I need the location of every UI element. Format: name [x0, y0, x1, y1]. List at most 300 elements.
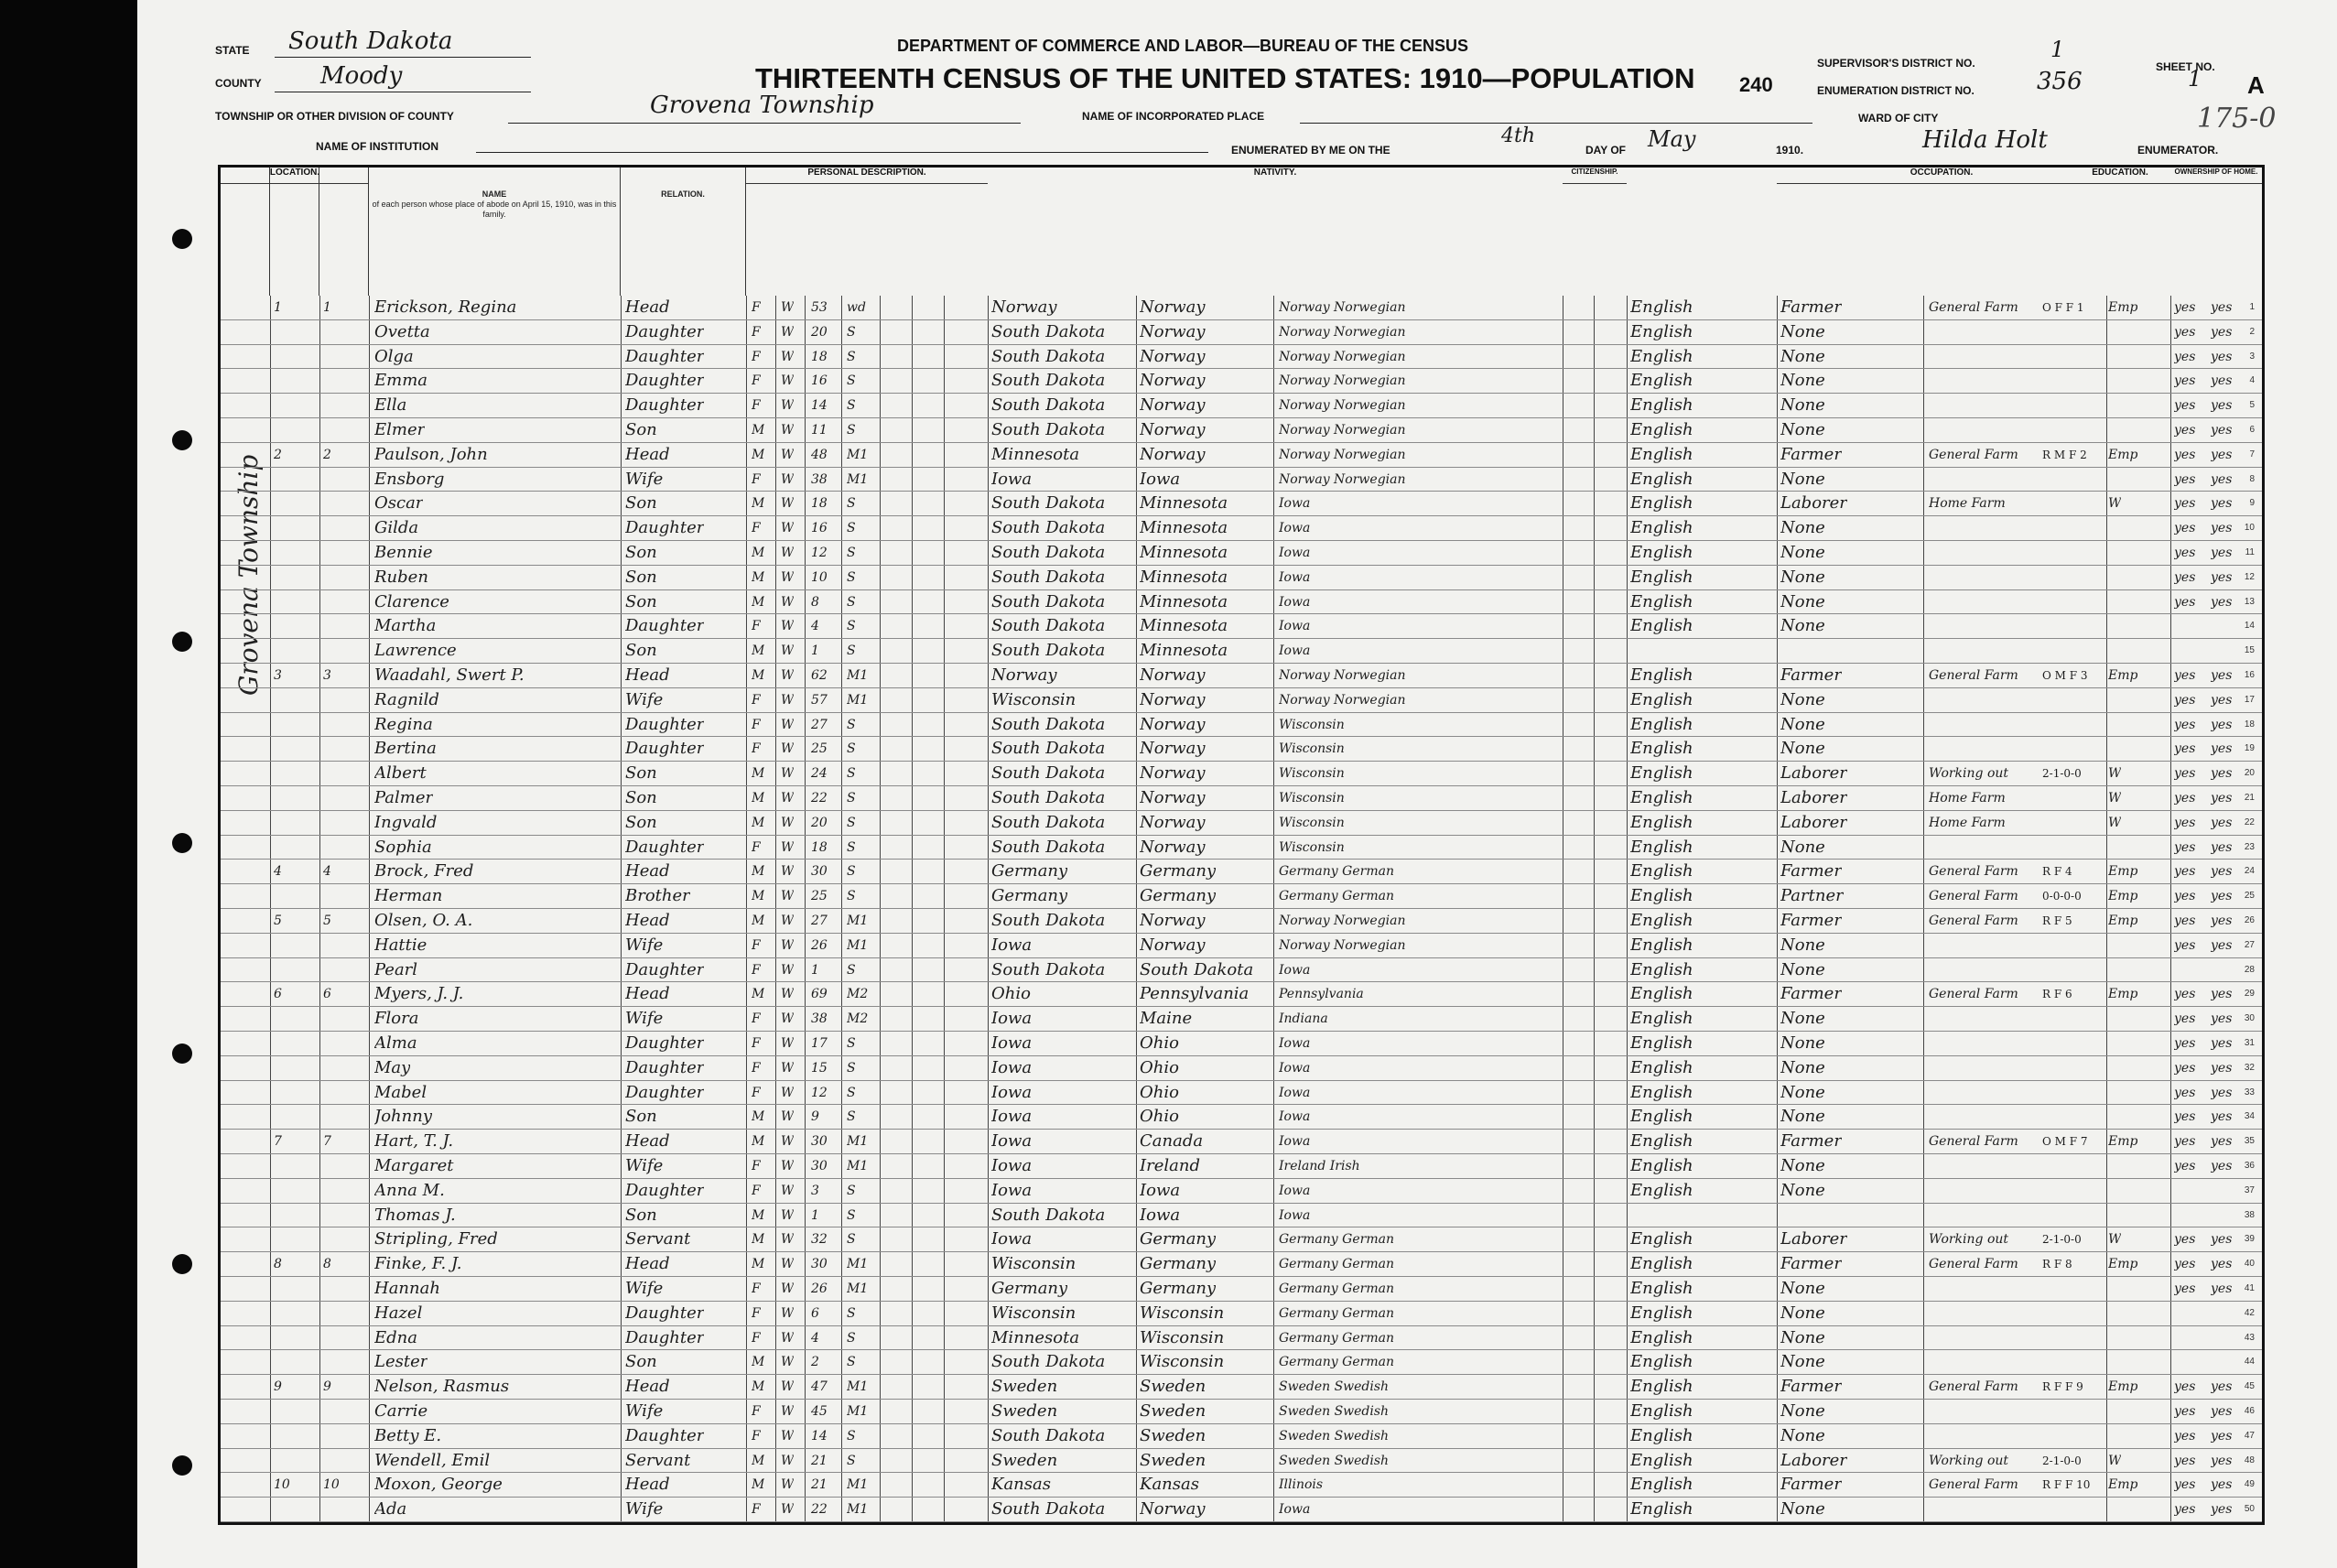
birthplace: South Dakota: [991, 321, 1106, 341]
age: 8: [811, 594, 819, 610]
father-birthplace: Iowa: [1140, 1180, 1181, 1200]
enumerated-day: 4th: [1501, 124, 1536, 147]
race: W: [781, 1379, 795, 1395]
line-number: 38: [2244, 1209, 2255, 1220]
table-row: [221, 1081, 2262, 1106]
person-name: Carrie: [374, 1401, 428, 1421]
write-status: yes: [2211, 1085, 2233, 1100]
mother-birthplace: Wisconsin: [1279, 741, 1345, 757]
dwelling-number: 9: [274, 1379, 282, 1395]
race: W: [781, 1011, 795, 1027]
birthplace: Ohio: [991, 984, 1031, 1004]
age: 18: [811, 839, 828, 855]
person-name: Albert: [374, 763, 427, 784]
read-status: yes: [2174, 1453, 2196, 1468]
person-name: Paulson, John: [374, 444, 488, 464]
read-status: yes: [2174, 692, 2196, 708]
person-name: Ada: [374, 1499, 407, 1519]
read-status: yes: [2174, 889, 2196, 904]
race: W: [781, 1502, 795, 1518]
line-number: 40: [2244, 1259, 2255, 1270]
marital-status: M1: [847, 692, 869, 708]
table-row: [221, 1375, 2262, 1400]
sex: M: [752, 1379, 765, 1395]
person-name: Myers, J. J.: [374, 984, 464, 1004]
punch-hole: [172, 632, 192, 652]
table-row: [221, 1154, 2262, 1179]
marital-status: S: [847, 594, 856, 610]
table-row: [221, 1326, 2262, 1351]
marital-status: S: [847, 1036, 856, 1051]
write-status: yes: [2211, 1404, 2233, 1419]
line-number: 3: [2249, 351, 2255, 362]
father-birthplace: Ohio: [1140, 1082, 1179, 1102]
race: W: [781, 594, 795, 610]
relation: Servant: [625, 1450, 691, 1470]
race: W: [781, 864, 795, 880]
birthplace: South Dakota: [991, 518, 1106, 538]
birthplace: South Dakota: [991, 567, 1106, 587]
write-status: yes: [2211, 1453, 2233, 1468]
birthplace: Iowa: [991, 1156, 1033, 1175]
language: English: [1630, 812, 1693, 832]
industry: General Farm: [1929, 987, 2018, 1002]
employer-status: Emp: [2108, 889, 2138, 904]
age: 10: [811, 569, 828, 585]
age: 14: [811, 1428, 828, 1444]
write-status: yes: [2211, 717, 2233, 732]
supervisor-value: 1: [2050, 37, 2065, 62]
ownership: O M F 3: [2042, 669, 2088, 682]
read-status: yes: [2174, 1477, 2196, 1493]
line-number: 21: [2244, 793, 2255, 803]
write-status: yes: [2211, 889, 2233, 904]
sex: F: [752, 324, 761, 340]
age: 24: [811, 766, 828, 782]
table-row: [221, 541, 2262, 566]
trade: None: [1780, 689, 1825, 709]
marital-status: M1: [847, 1379, 869, 1395]
father-birthplace: Norway: [1140, 911, 1206, 930]
father-birthplace: Norway: [1140, 665, 1206, 685]
language: English: [1630, 886, 1693, 906]
table-row: [221, 884, 2262, 909]
language: English: [1630, 1082, 1693, 1102]
read-status: yes: [2174, 1428, 2196, 1444]
employer-status: Emp: [2108, 1477, 2138, 1493]
sex: M: [752, 1207, 765, 1223]
line-number: 48: [2244, 1454, 2255, 1465]
person-name: Alma: [374, 1033, 417, 1053]
race: W: [781, 1109, 795, 1125]
industry: Home Farm: [1929, 815, 2006, 830]
language: English: [1630, 1254, 1693, 1274]
person-name: Oscar: [374, 493, 424, 514]
family-number: 3: [323, 668, 331, 683]
trade: None: [1780, 1180, 1825, 1200]
relation: Daughter: [625, 837, 705, 857]
age: 20: [811, 324, 828, 340]
relation: Daughter: [625, 371, 705, 391]
employer-status: W: [2108, 791, 2122, 806]
nativity-group: NATIVITY.: [1253, 168, 1297, 178]
punch-hole: [172, 229, 192, 249]
mother-birthplace: Norway Norwegian: [1279, 300, 1406, 315]
language: English: [1630, 591, 1693, 611]
race: W: [781, 889, 795, 904]
industry: General Farm: [1929, 300, 2018, 315]
race: W: [781, 447, 795, 462]
marital-status: S: [847, 569, 856, 585]
sex: F: [752, 398, 761, 414]
table-row: [221, 934, 2262, 958]
trade: None: [1780, 1156, 1825, 1175]
table-row: [221, 1277, 2262, 1302]
person-name: Ingvald: [374, 812, 438, 832]
marital-status: S: [847, 1305, 856, 1321]
father-birthplace: Minnesota: [1140, 616, 1228, 636]
trade: Laborer: [1780, 812, 1847, 832]
language: English: [1630, 984, 1693, 1004]
race: W: [781, 815, 795, 830]
birthplace: Norway: [991, 665, 1057, 685]
race: W: [781, 1428, 795, 1444]
person-name: Ovetta: [374, 321, 430, 341]
marital-status: M1: [847, 447, 869, 462]
marital-status: S: [847, 1330, 856, 1346]
relation: Daughter: [625, 1082, 705, 1102]
township-underline: [508, 123, 1021, 124]
language: English: [1630, 714, 1693, 734]
marital-status: S: [847, 546, 856, 560]
employer-status: Emp: [2108, 1134, 2138, 1150]
person-name: Hannah: [374, 1279, 440, 1298]
age: 30: [811, 1134, 828, 1150]
table-row: [221, 762, 2262, 786]
birthplace: South Dakota: [991, 959, 1106, 979]
trade: None: [1780, 543, 1825, 562]
trade: None: [1780, 959, 1825, 979]
age: 18: [811, 496, 828, 512]
relation: Son: [625, 1107, 657, 1127]
occupation-group: OCCUPATION.: [1777, 168, 2106, 184]
trade: Farmer: [1780, 297, 1842, 317]
relation: Wife: [625, 689, 664, 709]
incorporated-label: NAME OF INCORPORATED PLACE: [1082, 110, 1265, 123]
marital-status: S: [847, 1428, 856, 1444]
line-number: 4: [2249, 375, 2255, 386]
relation: Wife: [625, 1279, 664, 1298]
age: 9: [811, 1109, 819, 1125]
relation: Daughter: [625, 1033, 705, 1053]
family-number: 9: [323, 1379, 331, 1395]
col-family: [319, 168, 369, 296]
mother-birthplace: Iowa: [1279, 569, 1311, 585]
ownership: R F F 10: [2042, 1478, 2091, 1492]
dwelling-number: 4: [274, 864, 282, 880]
marital-status: wd: [847, 300, 866, 315]
mother-birthplace: Sweden Swedish: [1279, 1428, 1390, 1444]
marital-status: M2: [847, 987, 869, 1002]
relation: Daughter: [625, 1327, 705, 1347]
read-status: yes: [2174, 668, 2196, 683]
write-status: yes: [2211, 521, 2233, 536]
mother-birthplace: Illinois: [1279, 1477, 1324, 1493]
person-name: Palmer: [374, 788, 434, 807]
employer-status: Emp: [2108, 300, 2138, 315]
write-status: yes: [2211, 447, 2233, 462]
mother-birthplace: Norway Norwegian: [1279, 914, 1406, 928]
language: English: [1630, 518, 1693, 538]
write-status: yes: [2211, 1134, 2233, 1150]
sex: F: [752, 1183, 761, 1198]
table-row: [221, 688, 2262, 713]
col-relation: [621, 168, 746, 296]
marital-status: M1: [847, 937, 869, 953]
line-number: 18: [2244, 719, 2255, 730]
birthplace: South Dakota: [991, 714, 1106, 734]
trade: Laborer: [1780, 493, 1847, 514]
marital-status: S: [847, 373, 856, 389]
birthplace: Germany: [991, 1279, 1068, 1298]
line-number: 44: [2244, 1357, 2255, 1368]
ownership: O F F 1: [2042, 301, 2084, 314]
state-value: South Dakota: [288, 27, 453, 55]
marital-status: M1: [847, 1477, 869, 1493]
line-number: 16: [2244, 670, 2255, 680]
person-name: Wendell, Emil: [374, 1450, 491, 1470]
relation: Brother: [625, 886, 690, 906]
person-name: Nelson, Rasmus: [374, 1377, 510, 1397]
father-birthplace: Norway: [1140, 739, 1206, 759]
race: W: [781, 668, 795, 683]
industry: General Farm: [1929, 1379, 2018, 1395]
sheet-number: 1: [2188, 66, 2202, 92]
age: 15: [811, 1060, 828, 1076]
sex: M: [752, 864, 765, 880]
write-status: yes: [2211, 546, 2233, 560]
father-birthplace: Wisconsin: [1140, 1303, 1225, 1323]
trade: Farmer: [1780, 444, 1842, 464]
family-number: 1: [323, 300, 331, 315]
race: W: [781, 619, 795, 634]
table-row: [221, 320, 2262, 345]
enumerator-value: Hilda Holt: [1922, 126, 2048, 154]
write-status: yes: [2211, 766, 2233, 782]
relation: Son: [625, 420, 657, 439]
age: 11: [811, 423, 828, 438]
race: W: [781, 766, 795, 782]
line-number: 28: [2244, 964, 2255, 975]
mother-birthplace: Indiana: [1279, 1011, 1328, 1027]
mother-birthplace: Iowa: [1279, 521, 1311, 536]
location-group: LOCATION.: [221, 168, 369, 184]
age: 21: [811, 1453, 828, 1468]
sex: F: [752, 300, 761, 315]
read-status: yes: [2174, 1060, 2196, 1076]
language: English: [1630, 1303, 1693, 1323]
relation: Head: [625, 861, 670, 881]
relation: Daughter: [625, 1425, 705, 1445]
dwelling-number: 6: [274, 987, 282, 1002]
birthplace: South Dakota: [991, 788, 1106, 807]
line-number: 35: [2244, 1136, 2255, 1147]
marital-status: S: [847, 1109, 856, 1125]
person-name: Olsen, O. A.: [374, 911, 473, 930]
marital-status: M2: [847, 1011, 869, 1027]
age: 3: [811, 1183, 819, 1198]
mother-birthplace: Iowa: [1279, 496, 1311, 512]
father-birthplace: Norway: [1140, 321, 1206, 341]
enumeration-value: 356: [2037, 68, 2083, 95]
person-name: Hazel: [374, 1303, 423, 1323]
line-number: 27: [2244, 939, 2255, 950]
person-name: Ella: [374, 395, 407, 416]
age: 27: [811, 914, 828, 928]
county-label: COUNTY: [215, 77, 262, 90]
trade: Laborer: [1780, 1450, 1847, 1470]
trade: Laborer: [1780, 1229, 1847, 1249]
line-number: 6: [2249, 425, 2255, 435]
trade: Farmer: [1780, 1475, 1842, 1495]
person-name: Olga: [374, 346, 414, 366]
birthplace: Iowa: [991, 1180, 1033, 1200]
marital-status: S: [847, 349, 856, 364]
punch-hole: [172, 1044, 192, 1064]
sex: F: [752, 1281, 761, 1296]
language: English: [1630, 616, 1693, 636]
relation: Head: [625, 444, 670, 464]
table-row: [221, 566, 2262, 590]
race: W: [781, 741, 795, 757]
father-birthplace: Norway: [1140, 346, 1206, 366]
person-name: Edna: [374, 1327, 417, 1347]
sex: M: [752, 668, 765, 683]
age: 30: [811, 1159, 828, 1173]
write-status: yes: [2211, 300, 2233, 315]
family-number: 7: [323, 1134, 331, 1150]
trade: None: [1780, 1057, 1825, 1077]
father-birthplace: Norway: [1140, 837, 1206, 857]
trade: None: [1780, 616, 1825, 636]
father-birthplace: Norway: [1140, 420, 1206, 439]
industry: General Farm: [1929, 889, 2018, 904]
write-status: yes: [2211, 1281, 2233, 1296]
trade: Farmer: [1780, 984, 1842, 1004]
trade: Farmer: [1780, 911, 1842, 930]
trade: None: [1780, 739, 1825, 759]
relation: Daughter: [625, 395, 705, 416]
father-birthplace: Canada: [1140, 1131, 1204, 1152]
person-name: Johnny: [374, 1107, 432, 1127]
birthplace: South Dakota: [991, 763, 1106, 784]
father-birthplace: Ireland: [1140, 1156, 1200, 1175]
mother-birthplace: Pennsylvania: [1279, 987, 1364, 1002]
relation: Son: [625, 641, 657, 661]
trade: None: [1780, 1279, 1825, 1298]
race: W: [781, 1036, 795, 1051]
line-number: 31: [2244, 1038, 2255, 1048]
race: W: [781, 1257, 795, 1272]
read-status: yes: [2174, 1109, 2196, 1125]
write-status: yes: [2211, 1477, 2233, 1493]
trade: Farmer: [1780, 1254, 1842, 1274]
marital-status: S: [847, 1232, 856, 1248]
trade: None: [1780, 567, 1825, 587]
sex: F: [752, 1502, 761, 1518]
sex: M: [752, 496, 765, 512]
line-number: 34: [2244, 1111, 2255, 1122]
day-of-label: DAY OF: [1585, 144, 1627, 157]
sex: F: [752, 1404, 761, 1419]
line-number: 29: [2244, 989, 2255, 1000]
supervisor-label: SUPERVISOR'S DISTRICT NO.: [1817, 57, 1975, 70]
mother-birthplace: Wisconsin: [1279, 839, 1345, 855]
punch-hole: [172, 430, 192, 450]
age: 57: [811, 692, 828, 708]
ownership: R F F 9: [2042, 1380, 2083, 1394]
age: 12: [811, 546, 828, 560]
sex: M: [752, 1134, 765, 1150]
birthplace: South Dakota: [991, 395, 1106, 416]
language: English: [1630, 837, 1693, 857]
table-row: [221, 1130, 2262, 1154]
table-row: [221, 1498, 2262, 1522]
language: English: [1630, 1499, 1693, 1519]
table-row: [221, 836, 2262, 860]
line-number: 1: [2249, 302, 2255, 312]
year-value: 1910.: [1776, 144, 1804, 157]
read-status: yes: [2174, 717, 2196, 732]
table-row: [221, 860, 2262, 884]
write-status: yes: [2211, 1011, 2233, 1027]
father-birthplace: Norway: [1140, 444, 1206, 464]
employer-status: Emp: [2108, 668, 2138, 683]
race: W: [781, 546, 795, 560]
trade: Farmer: [1780, 665, 1842, 685]
mother-birthplace: Iowa: [1279, 619, 1311, 634]
father-birthplace: Sweden: [1140, 1450, 1206, 1470]
personal-group: PERSONAL DESCRIPTION.: [746, 168, 988, 184]
race: W: [781, 1183, 795, 1198]
mother-birthplace: Iowa: [1279, 1207, 1311, 1223]
sex: F: [752, 1036, 761, 1051]
line-number: 9: [2249, 498, 2255, 509]
read-status: yes: [2174, 447, 2196, 462]
family-number: 4: [323, 864, 331, 880]
trade: Farmer: [1780, 1131, 1842, 1152]
age: 1: [811, 1207, 819, 1223]
marital-status: S: [847, 398, 856, 414]
ward-label: WARD OF CITY: [1858, 112, 1939, 124]
language: English: [1630, 420, 1693, 439]
census-table: [218, 165, 2265, 1525]
read-status: yes: [2174, 496, 2196, 512]
person-name: Gilda: [374, 518, 419, 538]
mother-birthplace: Sweden Swedish: [1279, 1379, 1390, 1395]
table-row: [221, 713, 2262, 738]
relation: Wife: [625, 1009, 664, 1029]
age: 47: [811, 1379, 828, 1395]
industry: General Farm: [1929, 1257, 2018, 1272]
relation: Head: [625, 1377, 670, 1397]
father-birthplace: Norway: [1140, 297, 1206, 317]
person-name: Flora: [374, 1009, 419, 1029]
age: 45: [811, 1404, 828, 1419]
relation: Head: [625, 297, 670, 317]
read-status: yes: [2174, 546, 2196, 560]
trade: None: [1780, 1425, 1825, 1445]
